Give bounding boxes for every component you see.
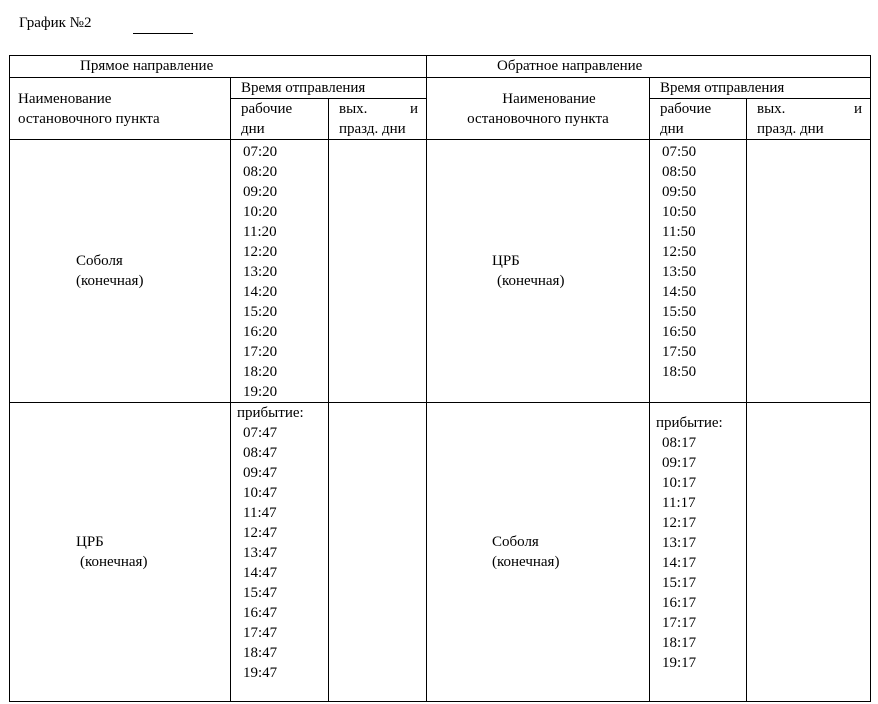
time-entry: 14:20 [243,284,278,300]
times-holidays-backward-1 [747,140,871,403]
time-entry: 15:50 [662,304,697,320]
backward-direction-header: Обратное направление [427,56,871,78]
schedule-table [9,55,871,702]
times-holidays-backward-2 [747,403,871,702]
stop-cell-backward-2: Соболя (конечная) [427,403,650,702]
holidays-header-forward: вых. и празд. дни [329,99,427,140]
time-entry: 09:47 [243,465,278,481]
time-entry: 15:17 [662,575,697,591]
times-workdays-forward-2 [231,403,329,702]
time-entry: 17:20 [243,344,278,360]
time-entry: 11:17 [662,495,696,511]
time-entry: 11:20 [243,224,277,240]
stop-cell-forward-2: ЦРБ (конечная) [10,403,231,702]
arrival-label: прибытие: [656,415,723,431]
stop-cell-forward-1: Соболя (конечная) [10,140,231,403]
time-entry: 16:20 [243,324,278,340]
time-entry: 10:17 [662,475,697,491]
time-entry: 15:47 [243,585,278,601]
time-entry: 17:17 [662,615,697,631]
times-workdays-backward-2 [650,403,747,702]
time-entry: 08:50 [662,164,697,180]
time-entry: 11:50 [662,224,696,240]
time-entry: 08:17 [662,435,697,451]
time-entry: 12:17 [662,515,697,531]
forward-direction-header: Прямое направление [10,56,427,78]
time-entry: 17:47 [243,625,278,641]
page-title: График №2 [19,15,92,31]
time-entry: 18:20 [243,364,278,380]
time-entry: 12:20 [243,244,278,260]
stop-cell-backward-1: ЦРБ (конечная) [427,140,650,403]
time-entry: 18:47 [243,645,278,661]
time-entry: 12:47 [243,525,278,541]
times-holidays-forward-2 [329,403,427,702]
times-workdays-backward-1 [650,140,747,403]
time-entry: 11:47 [243,505,277,521]
time-entry: 19:47 [243,665,278,681]
arrival-label: прибытие: [237,405,304,421]
departure-header-forward: Время отправления [231,78,427,99]
time-entry: 13:47 [243,545,278,561]
time-entry: 13:17 [662,535,697,551]
time-entry: 14:17 [662,555,697,571]
times-workdays-forward-1 [231,140,329,403]
time-entry: 19:20 [243,384,278,400]
title-underline [133,33,193,34]
time-entry: 10:20 [243,204,278,220]
time-entry: 14:50 [662,284,697,300]
time-entry: 09:50 [662,184,697,200]
time-entry: 07:50 [662,144,697,160]
stop-name-header-forward: Наименование остановочного пункта [10,78,231,140]
time-entry: 14:47 [243,565,278,581]
time-entry: 18:50 [662,364,697,380]
time-entry: 16:50 [662,324,697,340]
time-entry: 13:50 [662,264,697,280]
time-entry: 08:47 [243,445,278,461]
time-entry: 15:20 [243,304,278,320]
time-entry: 07:20 [243,144,278,160]
times-holidays-forward-1 [329,140,427,403]
time-entry: 09:17 [662,455,697,471]
time-entry: 12:50 [662,244,697,260]
time-entry: 18:17 [662,635,697,651]
time-entry: 10:47 [243,485,278,501]
stop-name-header-backward: Наименование остановочного пункта [427,78,650,140]
departure-header-backward: Время отправления [650,78,871,99]
time-entry: 17:50 [662,344,697,360]
time-entry: 16:17 [662,595,697,611]
time-entry: 09:20 [243,184,278,200]
holidays-header-backward: вых. и празд. дни [747,99,871,140]
time-entry: 16:47 [243,605,278,621]
time-entry: 13:20 [243,264,278,280]
time-entry: 19:17 [662,655,697,671]
time-entry: 07:47 [243,425,278,441]
time-entry: 08:20 [243,164,278,180]
workdays-header-backward: рабочие дни [650,99,747,140]
time-entry: 10:50 [662,204,697,220]
workdays-header-forward: рабочие дни [231,99,329,140]
